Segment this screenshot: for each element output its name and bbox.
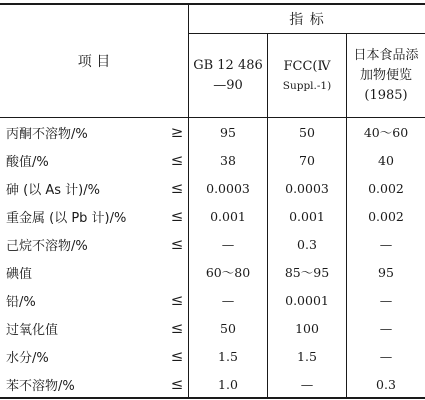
header-item-text: 项 目 [77, 54, 111, 70]
row-label: 重金属 (以 Pb 计)/% [6, 210, 127, 226]
row-value-fcc: 70 [299, 152, 315, 168]
row-value-jp: — [379, 320, 393, 336]
row-operator: ≤ [170, 375, 184, 393]
row-value-gb: — [221, 292, 235, 308]
row-value-jp: 40 [378, 152, 394, 168]
row-value-fcc: 0.0001 [285, 292, 329, 308]
standard-jp-line3: (1985) [364, 87, 408, 103]
row-value-fcc: 1.5 [297, 348, 317, 364]
row-operator: ≥ [170, 123, 184, 141]
standard-gb-line1: GB 12 486 [193, 57, 263, 73]
row-label: 碘值 [6, 266, 33, 282]
row-value-jp: 95 [378, 264, 394, 280]
row-value-gb: 0.001 [210, 208, 246, 224]
header-item [0, 5, 188, 117]
row-label: 水分/% [6, 350, 49, 366]
row-operator: ≤ [170, 207, 184, 225]
standard-jp-line1: 日本食品添 [353, 47, 419, 63]
row-value-jp: 40～60 [363, 125, 409, 140]
row-operator [166, 258, 188, 286]
row-label: 过氧化值 [6, 322, 59, 338]
row-value-jp: — [379, 292, 393, 308]
row-value-gb: — [221, 236, 235, 252]
row-operator: ≤ [170, 319, 184, 337]
row-value-fcc: 100 [295, 320, 319, 336]
row-value-fcc: 50 [299, 124, 315, 140]
row-operator: ≤ [170, 179, 184, 197]
row-value-gb: 60～80 [205, 265, 251, 280]
header-indicator-text: 指 标 [289, 12, 325, 28]
row-value-jp: — [379, 236, 393, 252]
row-operator: ≤ [170, 291, 184, 309]
row-value-fcc: 0.0003 [285, 180, 329, 196]
row-value-gb: 38 [220, 152, 236, 168]
row-value-jp: — [379, 348, 393, 364]
row-label: 砷 (以 As 计)/% [6, 182, 100, 198]
header-standard-jp [347, 34, 425, 117]
row-label: 铅/% [6, 294, 36, 310]
header-standard-gb [189, 34, 267, 117]
row-operator: ≤ [170, 151, 184, 169]
row-value-gb: 95 [220, 124, 236, 140]
row-operator: ≤ [170, 347, 184, 365]
standard-fcc-line2: Suppl.-1) [282, 79, 332, 92]
standard-fcc-line1: FCC(Ⅳ [283, 58, 331, 74]
row-value-fcc: — [300, 376, 314, 392]
header-standard-fcc [268, 34, 346, 117]
row-value-gb: 1.0 [218, 376, 238, 392]
row-value-gb: 1.5 [218, 348, 238, 364]
row-value-fcc: 0.001 [289, 208, 325, 224]
row-value-gb: 50 [220, 320, 236, 336]
row-value-fcc: 85～95 [284, 265, 330, 280]
row-label: 苯不溶物/% [6, 378, 75, 394]
row-label: 己烷不溶物/% [6, 238, 88, 254]
header-indicator [189, 5, 425, 33]
standard-jp-line2: 加物便览 [359, 67, 412, 83]
standard-gb-line2: —90 [213, 77, 243, 93]
row-operator: ≤ [170, 235, 184, 253]
row-label: 丙酮不溶物/% [6, 126, 88, 142]
row-value-jp: 0.002 [368, 180, 404, 196]
row-value-gb: 0.0003 [206, 180, 250, 196]
row-value-fcc: 0.3 [297, 236, 317, 252]
row-label: 酸值/% [6, 154, 49, 170]
row-value-jp: 0.3 [376, 376, 396, 392]
row-value-jp: 0.002 [368, 208, 404, 224]
